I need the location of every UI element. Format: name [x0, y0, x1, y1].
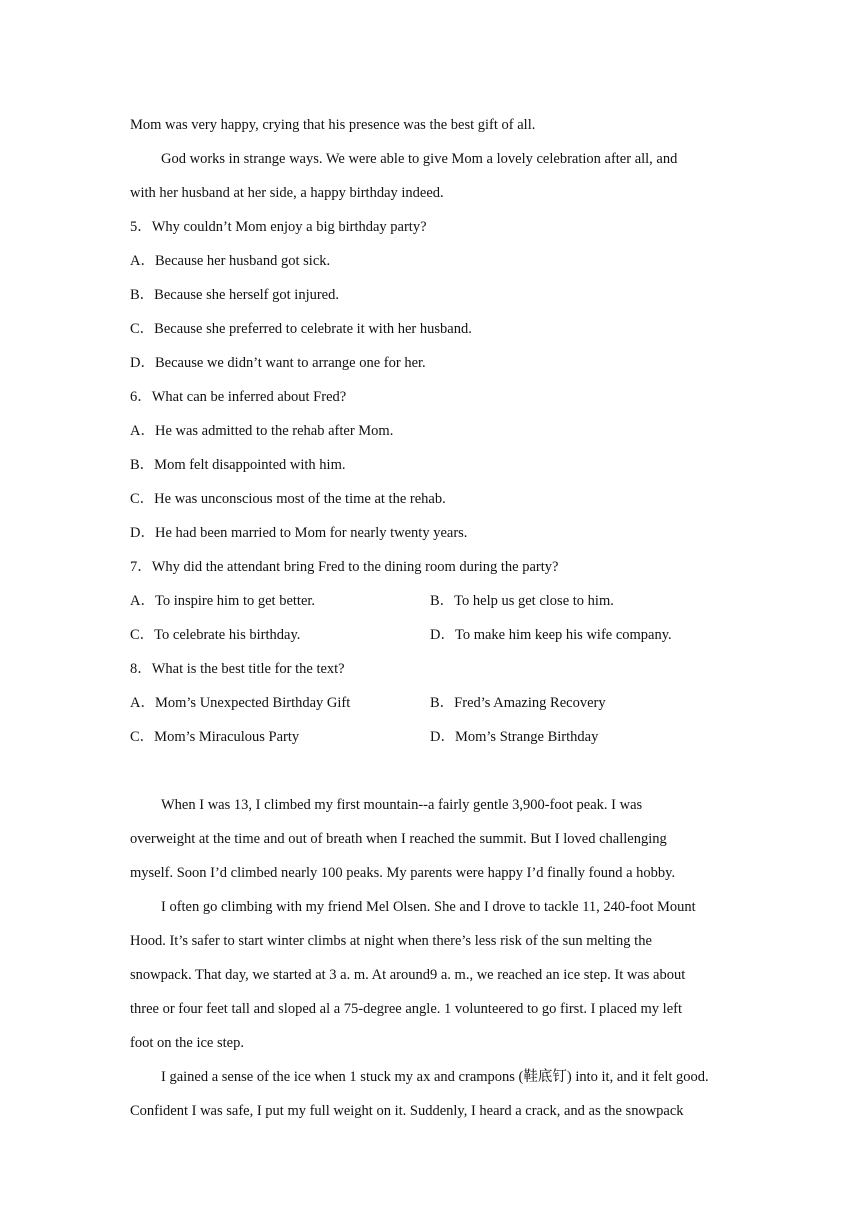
- answer-option: C．Because she preferred to celebrate it with her husband.: [130, 321, 472, 337]
- option-row: [130, 618, 740, 652]
- passage-line: When I was 13, I climbed my first mountain--a fairly gentle 3,900-foot peak. I was: [161, 797, 643, 813]
- answer-option: D．He had been married to Mom for nearly twenty years.: [130, 525, 468, 541]
- question-stem: 5．Why couldn’t Mom enjoy a big birthday party?: [130, 219, 427, 235]
- passage-line: Hood. It’s safer to start winter climbs at night when there’s less risk of the sun melting the: [130, 933, 652, 949]
- section-gap: [130, 754, 740, 788]
- answer-option: B．To help us get close to him.: [430, 593, 614, 609]
- passage-line: three or four feet tall and sloped al a 75-degree angle. 1 volunteered to go first. I placed my left: [130, 1001, 682, 1017]
- answer-option: C．He was unconscious most of the time at the rehab.: [130, 491, 446, 507]
- option-row: [130, 686, 740, 720]
- option-row: [130, 720, 740, 754]
- question-stem: 6．What can be inferred about Fred?: [130, 389, 347, 405]
- answer-option: A．To inspire him to get better.: [130, 593, 316, 609]
- answer-option: D．Because we didn’t want to arrange one for her.: [130, 355, 426, 371]
- question-stem: 7．Why did the attendant bring Fred to the dining room during the party?: [130, 559, 559, 575]
- passage-line: foot on the ice step.: [130, 1035, 244, 1051]
- passage-line: I often go climbing with my friend Mel Olsen. She and I drove to tackle 11, 240-foot Mount: [161, 899, 696, 915]
- answer-option: C．Mom’s Miraculous Party: [130, 729, 300, 745]
- answer-option: A．He was admitted to the rehab after Mom.: [130, 423, 394, 439]
- answer-option: A．Mom’s Unexpected Birthday Gift: [130, 695, 351, 711]
- passage-line: overweight at the time and out of breath when I reached the summit. But I loved challenging: [130, 831, 667, 847]
- answer-option: B．Mom felt disappointed with him.: [130, 457, 346, 473]
- answer-option: D．To make him keep his wife company.: [430, 627, 672, 643]
- answer-option: A．Because her husband got sick.: [130, 253, 331, 269]
- option-row: [130, 584, 740, 618]
- passage-line: myself. Soon I’d climbed nearly 100 peaks. My parents were happy I’d finally found a hobby.: [130, 865, 676, 881]
- passage-line: with her husband at her side, a happy birthday indeed.: [130, 185, 444, 201]
- passage-line: snowpack. That day, we started at 3 a. m. At around9 a. m., we reached an ice step. It was about: [130, 967, 686, 983]
- question-stem: 8．What is the best title for the text?: [130, 661, 345, 677]
- answer-option: D．Mom’s Strange Birthday: [430, 729, 599, 745]
- answer-option: C．To celebrate his birthday.: [130, 627, 301, 643]
- passage-line: Confident I was safe, I put my full weight on it. Suddenly, I heard a crack, and as the snowpack: [130, 1103, 684, 1119]
- document-page: [130, 108, 740, 1128]
- passage-line: God works in strange ways. We were able to give Mom a lovely celebration after all, and: [161, 151, 678, 167]
- answer-option: B．Because she herself got injured.: [130, 287, 339, 303]
- passage-line: Mom was very happy, crying that his presence was the best gift of all.: [130, 117, 536, 133]
- passage-line: I gained a sense of the ice when 1 stuck my ax and crampons (鞋底钉) into it, and it felt good.: [161, 1069, 709, 1085]
- answer-option: B．Fred’s Amazing Recovery: [430, 695, 606, 711]
